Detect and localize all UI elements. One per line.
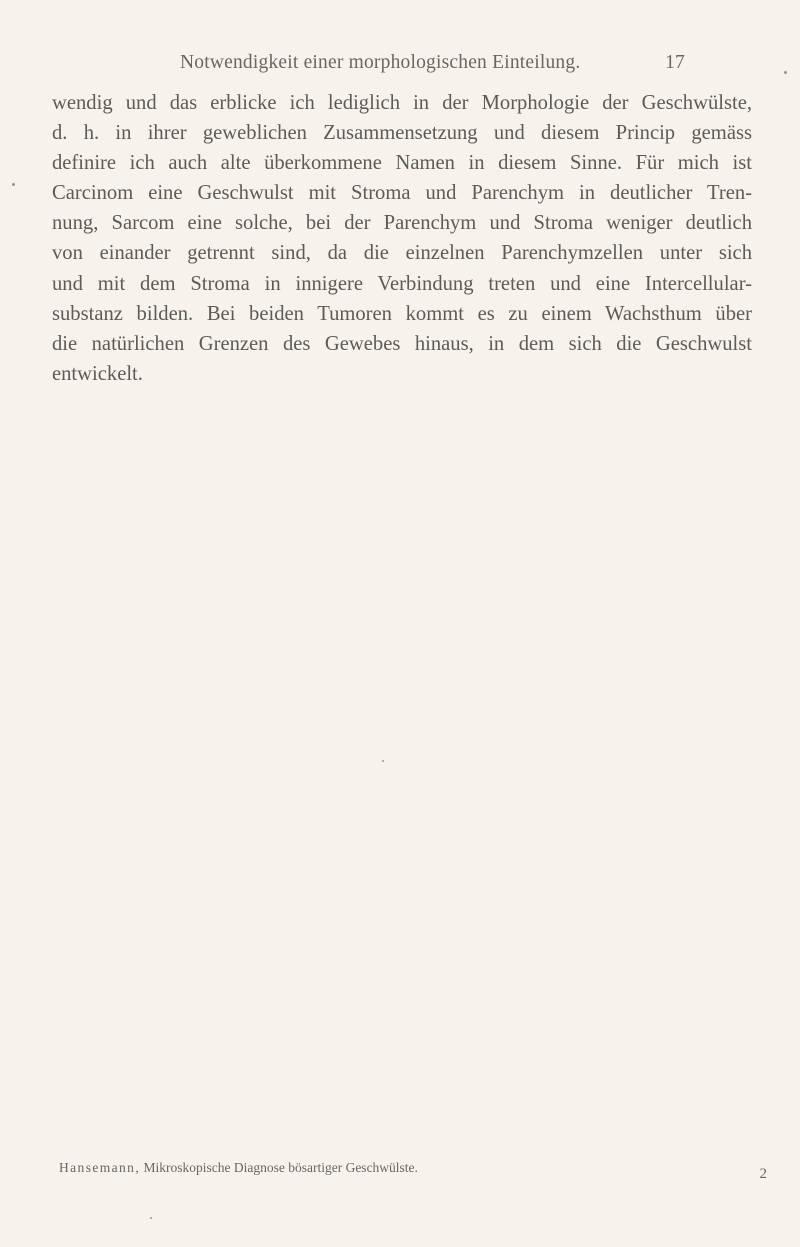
text-line: definire ich auch alte überkommene Namen in diesem Sinne. Für mich ist: [52, 152, 752, 175]
text-line: entwickelt.: [52, 362, 143, 385]
text-line: nung, Sarcom eine solche, bei der Parenchym und Stroma weniger deutlich: [52, 212, 752, 235]
body-text: [52, 88, 752, 389]
text-line: Carcinom eine Geschwulst mit Stroma und Parenchym in deutlicher Tren-: [52, 182, 752, 205]
paper-speck: [784, 71, 787, 74]
text-line: wendig und das erblicke ich lediglich in der Morphologie der Geschwülste,: [52, 92, 752, 114]
footer-signature-line: [59, 1160, 779, 1184]
running-title: Notwendigkeit einer morphologischen Einteilung.: [180, 52, 581, 73]
paper-speck: [12, 183, 15, 186]
sheet-signature-number: 2: [759, 1166, 767, 1182]
text-line: substanz bilden. Bei beiden Tumoren kommt es zu einem Wachsthum über: [52, 302, 752, 325]
text-line: von einander getrennt sind, da die einzelnen Parenchymzellen unter sich: [52, 242, 752, 265]
paper-speck: [382, 760, 384, 762]
footer-book-title: Mikroskopische Diagnose bösartiger Geschwülste.: [140, 1160, 418, 1175]
text-line: die natürlichen Grenzen des Gewebes hinaus, in dem sich die Geschwulst: [52, 332, 752, 355]
text-line: d. h. in ihrer geweblichen Zusammensetzung und diesem Princip gemäss: [52, 122, 752, 145]
page-number: 17: [665, 52, 685, 73]
running-header: [180, 52, 685, 78]
paper-speck: [150, 1217, 152, 1219]
footer-author: Hansemann,: [59, 1160, 141, 1175]
text-line: und mit dem Stroma in innigere Verbindung treten und eine Intercellular-: [52, 272, 752, 295]
